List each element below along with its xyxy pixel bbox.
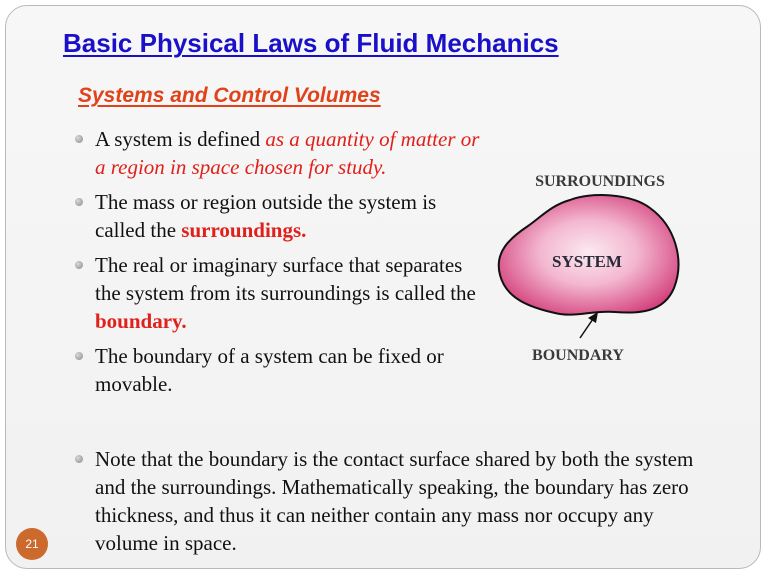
surroundings-label: SURROUNDINGS bbox=[535, 173, 665, 190]
boundary-label: BOUNDARY bbox=[532, 347, 624, 364]
slide-title: Basic Physical Laws of Fluid Mechanics bbox=[63, 28, 559, 58]
bullet-surroundings bbox=[70, 188, 480, 244]
bullet-emphasis: surroundings. bbox=[181, 218, 307, 242]
slide-subtitle: Systems and Control Volumes bbox=[78, 84, 381, 107]
bullet-text: The real or imaginary surface that separates the system from its surroundings is called the bbox=[95, 253, 476, 305]
bullet-system-definition bbox=[70, 125, 480, 181]
bullet-boundary bbox=[70, 251, 480, 335]
bullet-text: The mass or region outside the system is called the bbox=[95, 190, 437, 242]
note-item bbox=[70, 445, 710, 557]
note-list bbox=[70, 445, 710, 557]
bullet-list bbox=[70, 125, 480, 405]
note-text: Note that the boundary is the contact surface shared by both the system and the surroundings. Mathematically speaking, the boundary has zero thickness, and thus it can neither contain any mass nor occupy any volume in space. bbox=[95, 447, 694, 555]
system-diagram bbox=[480, 160, 720, 375]
bullet-boundary-fixed bbox=[70, 342, 480, 398]
page-number-badge bbox=[16, 528, 48, 560]
bullet-emphasis: as a quantity of matter or a region in space chosen for study. bbox=[95, 127, 480, 179]
system-label: SYSTEM bbox=[552, 252, 622, 271]
bullet-emphasis: boundary. bbox=[95, 309, 187, 333]
page-number: 21 bbox=[25, 537, 39, 551]
bullet-text: A system is defined bbox=[95, 127, 266, 151]
bullet-text: The boundary of a system can be fixed or movable. bbox=[95, 344, 444, 396]
